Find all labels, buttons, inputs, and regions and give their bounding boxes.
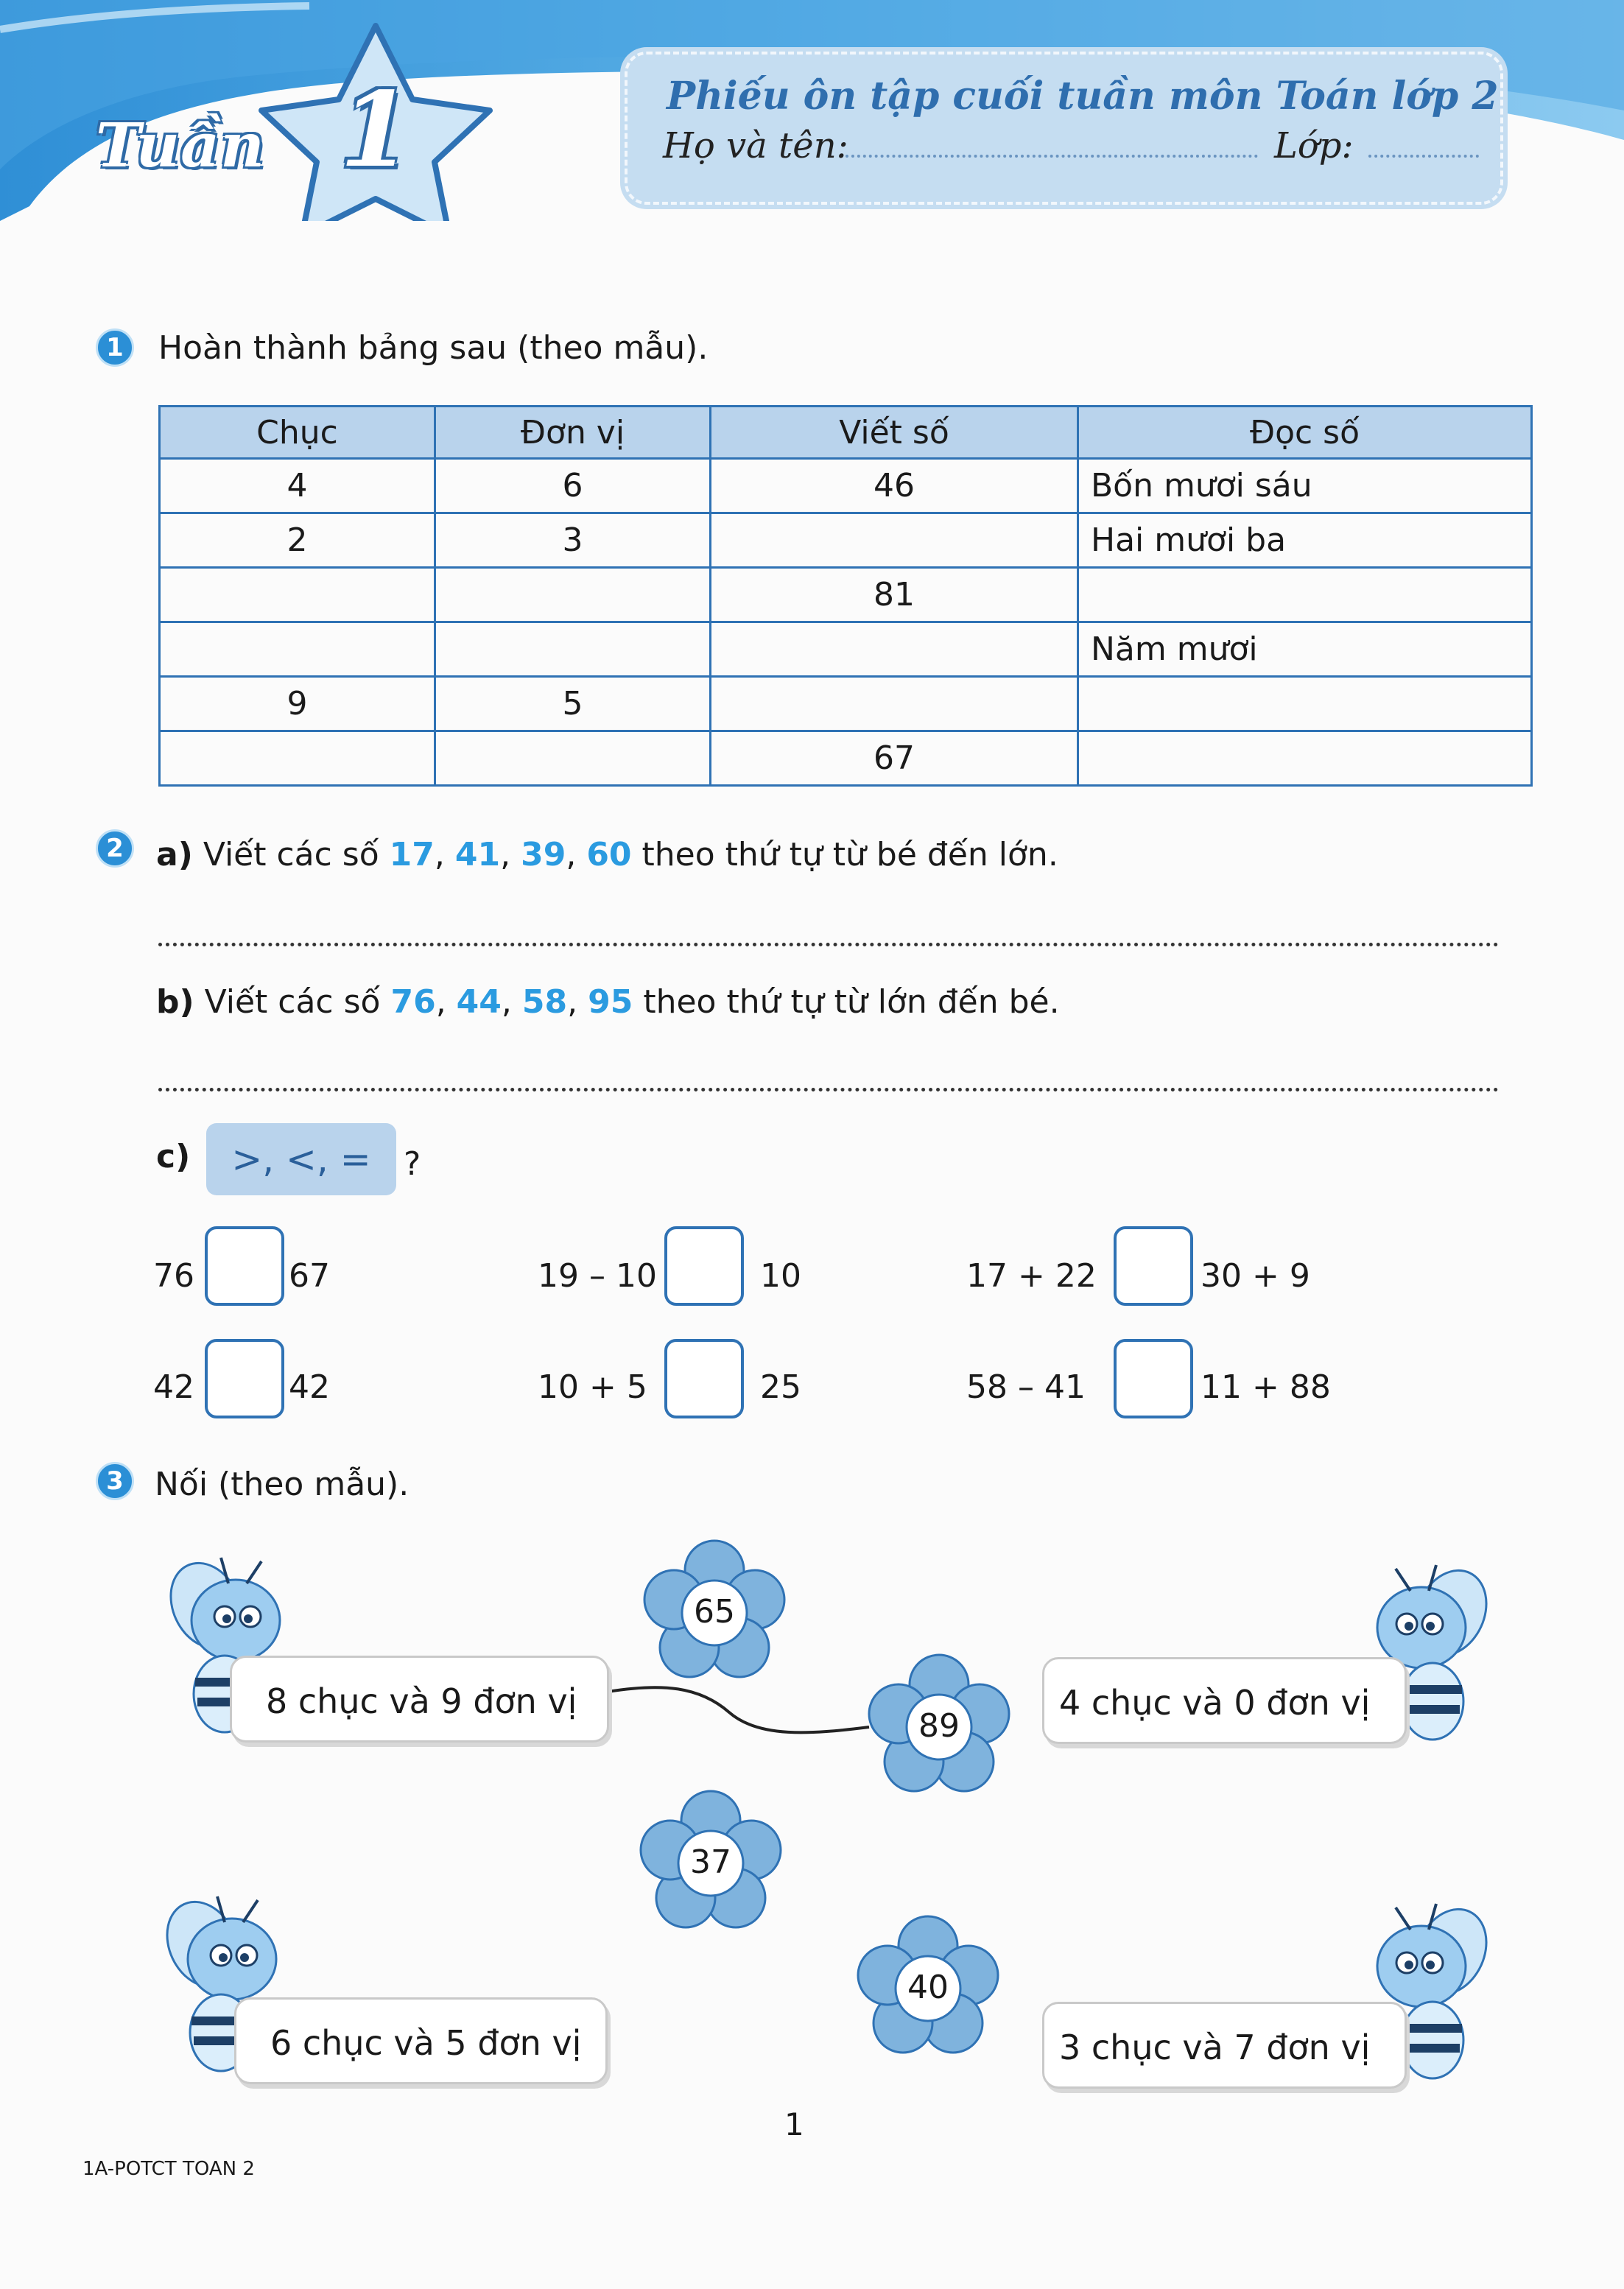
table-cell: 46 [711, 459, 1078, 513]
match-card[interactable]: 6 chục và 5 đơn vị [234, 1997, 608, 2084]
match-card[interactable]: 3 chục và 7 đơn vị [1042, 2002, 1407, 2089]
name-label: Họ và tên: [663, 125, 848, 166]
class-label: Lớp: [1274, 125, 1354, 166]
number-value: 60 [586, 836, 632, 873]
table-cell: 67 [711, 731, 1078, 786]
flower-number: 40 [907, 1969, 949, 2006]
flower-number: 37 [690, 1843, 731, 1881]
compare-right: 67 [289, 1257, 330, 1295]
exercise-3-badge: 3 [96, 1462, 134, 1500]
table-cell: 4 [160, 459, 435, 513]
compare-left: 76 [153, 1257, 194, 1295]
number-value: 76 [390, 983, 436, 1021]
exercise-1-badge: 1 [96, 328, 134, 367]
compare-right: 30 + 9 [1201, 1257, 1310, 1295]
page-number: 1 [784, 2106, 804, 2142]
table-cell: Bốn mươi sáu [1078, 459, 1532, 513]
part-a-label: a) [156, 836, 193, 873]
compare-left: 42 [153, 1368, 194, 1406]
number-value: 95 [588, 983, 633, 1021]
week-word: Tuần [96, 110, 265, 181]
header-doc-so: Đọc số [1078, 407, 1532, 459]
week-number: 1 [340, 70, 412, 191]
compare-left: 19 – 10 [538, 1257, 657, 1295]
part-a-text-before: Viết các số [203, 836, 379, 873]
example-connector-line [608, 1687, 869, 1732]
compare-left: 17 + 22 [966, 1257, 1097, 1295]
exercise-2a-text: a) Viết các số 17, 41, 39, 60 theo thứ tự từ bé đến lớn. [156, 836, 1058, 873]
flower-number: 89 [918, 1707, 960, 1745]
number-value: 41 [454, 836, 501, 873]
header-viet-so: Viết số [711, 407, 1078, 459]
question-mark: ? [404, 1145, 421, 1183]
table-cell: 2 [160, 513, 435, 568]
compare-left: 10 + 5 [538, 1368, 647, 1406]
exercise-3-instruction: Nối (theo mẫu). [155, 1466, 409, 1503]
table-cell: 3 [435, 513, 711, 568]
part-b-label: b) [156, 983, 194, 1021]
number-value: 39 [521, 836, 566, 873]
compare-left: 58 – 41 [966, 1368, 1086, 1406]
compare-right: 11 + 88 [1201, 1368, 1331, 1406]
compare-right: 25 [760, 1368, 801, 1406]
table-cell: 5 [435, 677, 711, 731]
comparison-symbols: >, <, = [206, 1123, 396, 1195]
part-c-label: c) [156, 1138, 191, 1175]
part-b-text-before: Viết các số [204, 983, 381, 1021]
number-value: 17 [389, 836, 435, 873]
table-cell: 9 [160, 677, 435, 731]
match-card[interactable]: 8 chục và 9 đơn vị [230, 1656, 609, 1743]
exercise-2b-text: b) Viết các số 76, 44, 58, 95 theo thứ tự từ lớn đến bé. [156, 983, 1060, 1021]
number-value: 58 [521, 983, 568, 1021]
table-cell: Năm mươi [1078, 622, 1532, 677]
compare-right: 42 [289, 1368, 330, 1406]
part-b-text-after: theo thứ tự từ lớn đến bé. [643, 983, 1060, 1021]
table-cell: 81 [711, 568, 1078, 622]
exercise-1-instruction: Hoàn thành bảng sau (theo mẫu). [158, 329, 709, 367]
flower-number: 65 [694, 1593, 735, 1631]
sheet-title: Phiếu ôn tập cuối tuần môn Toán lớp 2 [667, 74, 1499, 119]
exercise-2-badge: 2 [96, 829, 134, 868]
header-chuc: Chục [160, 407, 435, 459]
part-a-text-after: theo thứ tự từ bé đến lớn. [641, 836, 1058, 873]
header-don-vi: Đơn vị [435, 407, 711, 459]
number-value: 44 [456, 983, 502, 1021]
compare-right: 10 [760, 1257, 801, 1295]
match-card[interactable]: 4 chục và 0 đơn vị [1042, 1657, 1407, 1744]
table-cell: 6 [435, 459, 711, 513]
footer-code: 1A-POTCT TOAN 2 [82, 2158, 255, 2180]
table-cell: Hai mươi ba [1078, 513, 1532, 568]
